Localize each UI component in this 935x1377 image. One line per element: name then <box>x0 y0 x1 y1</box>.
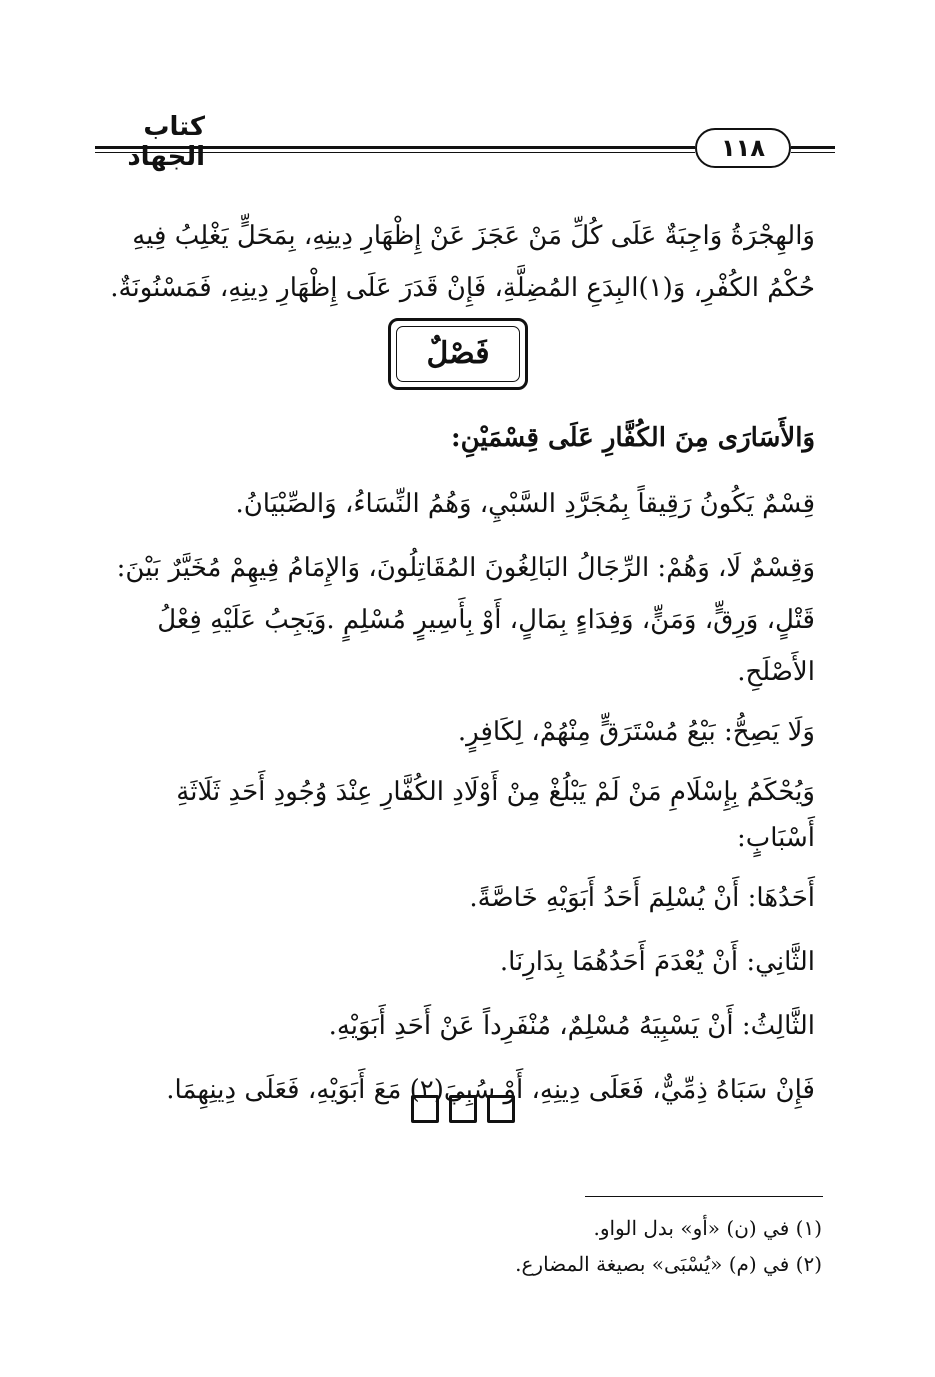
page-number-badge <box>695 128 791 168</box>
square-ornament-icon <box>411 1095 439 1123</box>
page-number: ١١٨ <box>695 128 791 168</box>
section-heading: فَصْلٌ <box>396 326 520 382</box>
footnote: (١) في (ن) «أو» بدل الواو. <box>593 1216 822 1240</box>
paragraph: أَحَدُهَا: أَنْ يُسْلِمَ أَحَدُ أَبَوَيْهِ خَاصَّةً. <box>469 883 815 913</box>
paragraph: وَقِسْمٌ لَا، وَهُمْ: الرِّجَالُ البَالِغُونَ المُقَاتِلُونَ، وَالإِمَامُ فِيهِمْ مُخَيَّرٌ بَيْنَ: <box>116 553 815 583</box>
square-ornament-icon <box>487 1095 515 1123</box>
paragraph: الثَّانِي: أَنْ يُعْدَمَ أَحَدُهُمَا بِدَارِنَا. <box>499 947 815 977</box>
intro-line-2: حُكْمُ الكُفْرِ، وَ(١)البِدَعِ المُضِلَّةِ، فَإِنْ قَدَرَ عَلَى إِظْهَارِ دِينِهِ، فَمَسْنُونَةٌ. <box>110 273 815 303</box>
paragraph: قِسْمٌ يَكُونُ رَقِيقاً بِمُجَرَّدِ السَّبْيِ، وَهُمُ النِّسَاءُ، وَالصِّبْيَانُ. <box>235 489 815 519</box>
footnote-divider <box>585 1196 823 1197</box>
intro-paragraph <box>110 210 815 314</box>
intro-line-1: وَالهِجْرَةُ وَاجِبَةٌ عَلَى كُلِّ مَنْ عَجَزَ عَنْ إِظْهَارِ دِينِهِ، بِمَحَلٍّ يَغْلِبُ فِيهِ <box>132 221 815 251</box>
paragraph: وَالأَسَارَى مِنَ الكُفَّارِ عَلَى قِسْمَيْنِ: <box>451 423 815 453</box>
paragraph: الثَّالِثُ: أَنْ يَسْبِيَهُ مُسْلِمٌ، مُنْفَرِداً عَنْ أَحَدِ أَبَوَيْهِ. <box>328 1011 815 1041</box>
footnote: (٢) في (م) «يُسْبَى» بصيغة المضارع. <box>515 1252 822 1276</box>
paragraph: قَتْلٍ، وَرِقٍّ، وَمَنٍّ، وَفِدَاءٍ بِمَالٍ، أَوْ بِأَسِيرٍ مُسْلِمٍ .وَيَجِبُ عَلَيْهِ فِعْلُ الأَصْلَحِ. <box>157 605 815 687</box>
section-heading-box <box>388 318 528 390</box>
main-text <box>110 412 815 1116</box>
header-rule-short-thin <box>791 152 835 153</box>
header-rule-short <box>791 146 835 149</box>
square-ornament-icon <box>449 1095 477 1123</box>
section-end-ornament <box>408 1095 518 1125</box>
book-title: كتاب الجهاد <box>127 112 205 172</box>
footnotes <box>400 1210 822 1282</box>
paragraph: فَإِنْ سَبَاهُ ذِمِّيٌّ، فَعَلَى دِينِهِ، أَوْ سُبِيَ(٢) مَعَ أَبَوَيْهِ، فَعَلَى دِينِهِمَا. <box>166 1075 815 1105</box>
paragraph: أَسْبَابٍ: <box>736 823 815 853</box>
page-header <box>95 112 835 172</box>
paragraph: وَلَا يَصِحُّ: بَيْعُ مُسْتَرَقٍّ مِنْهُمْ، لِكَافِرٍ. <box>457 717 815 747</box>
paragraph: وَيُحْكَمُ بِإِسْلَامِ مَنْ لَمْ يَبْلُغْ مِنْ أَوْلَادِ الكُفَّارِ عِنْدَ وُجُودِ أَحَدِ ثَلَاثَةِ <box>176 777 815 807</box>
